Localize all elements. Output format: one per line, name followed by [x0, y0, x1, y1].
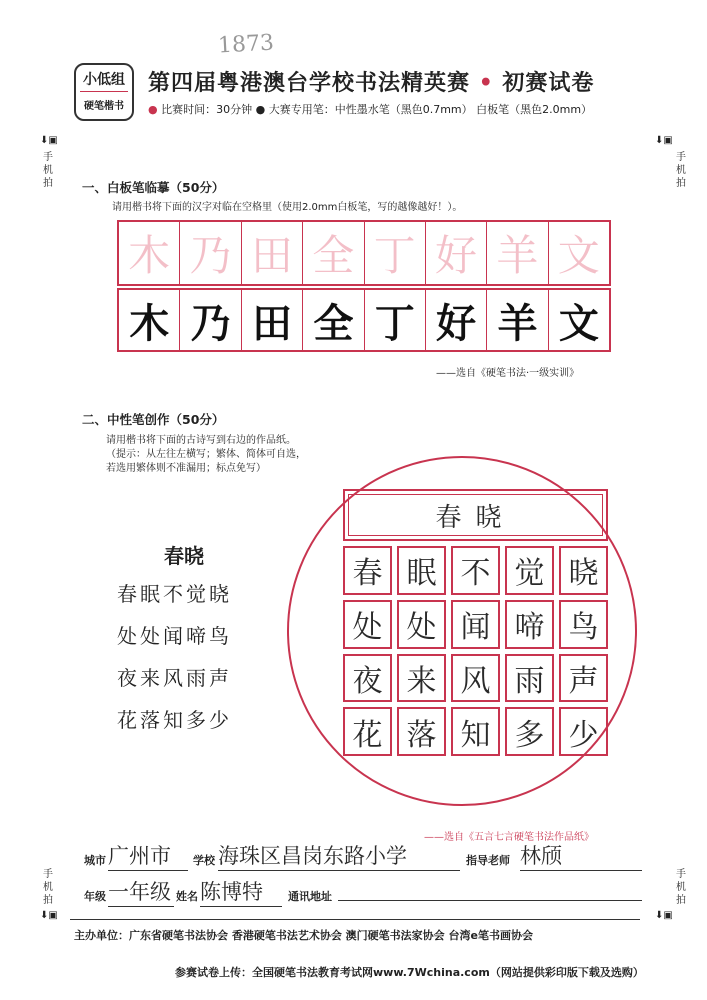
- written-char: 处: [397, 600, 446, 649]
- written-char: 夜: [343, 654, 392, 703]
- section2-instruction-2: （提示：从左往左横写；繁体、简体可自选，: [106, 449, 306, 460]
- upload-notice: 参赛试卷上传：全国硬笔书法教育考试网www.7Wchina.com（网站提供彩印版下载及选购）: [175, 966, 644, 979]
- address-field[interactable]: [338, 876, 642, 901]
- camera-icon-right-top: ⬇▣: [655, 135, 673, 146]
- footer-divider: [70, 919, 640, 920]
- section1-heading: 一、白板笔临摹（50分）: [82, 180, 225, 195]
- badge-style-label: 硬笔楷书: [84, 101, 124, 112]
- written-char: 少: [559, 707, 608, 756]
- written-char: 来: [397, 654, 446, 703]
- written-char: 雨: [505, 654, 554, 703]
- model-cell: 羊: [487, 290, 548, 350]
- name-field[interactable]: 陈博特: [200, 876, 282, 907]
- model-cell: 好: [426, 290, 487, 350]
- written-char: 春: [343, 546, 392, 595]
- badge-divider: [80, 91, 128, 92]
- written-char: 花: [343, 707, 392, 756]
- group-badge: [74, 63, 134, 121]
- written-char: 知: [451, 707, 500, 756]
- title-dot: •: [478, 70, 494, 96]
- trace-cell: 乃: [180, 222, 241, 284]
- side-label-right-bottom: 手机拍: [676, 869, 686, 906]
- school-label: 学校: [193, 854, 215, 867]
- model-cell: 全: [303, 290, 364, 350]
- model-cell: 文: [558, 300, 599, 347]
- organizers: 主办单位：广东省硬笔书法协会 香港硬笔书法艺术协会 澳门硬笔书法家协会 台湾e笔书画协会: [74, 929, 533, 942]
- written-char: 风: [451, 654, 500, 703]
- trace-row: [117, 220, 611, 286]
- camera-icon-left-bottom: ⬇▣: [40, 910, 58, 921]
- written-title: 春晓: [435, 502, 516, 533]
- written-char: 鸟: [559, 600, 608, 649]
- title-main: 第四届粤港澳台学校书法精英赛: [148, 70, 471, 96]
- section2-instruction-3: 若选用繁体则不准漏用；标点免写）: [106, 463, 266, 474]
- written-char: 晓: [559, 546, 608, 595]
- section2-heading: 二、中性笔创作（50分）: [82, 412, 225, 427]
- trace-cell: 全: [303, 222, 364, 284]
- trace-cell: 好: [426, 222, 487, 284]
- name-label: 姓名: [176, 890, 198, 903]
- city-field[interactable]: 广州市: [108, 840, 188, 871]
- handwritten-stamp-number: 1873: [217, 30, 275, 59]
- grade-label: 年级: [84, 890, 106, 903]
- poem-line-2: 处处闻啼鸟: [117, 624, 232, 648]
- section1-instruction: 请用楷书将下面的汉字对临在空格里（使用2.0mm白板笔，写的越像越好！）。: [112, 202, 463, 213]
- trace-cell: 羊: [487, 222, 548, 284]
- side-label-left-top: 手机拍: [43, 152, 53, 189]
- page-title: [148, 66, 594, 97]
- title-box-inner-border: [348, 494, 603, 536]
- exam-info: [148, 101, 592, 117]
- poem-line-3: 夜来风雨声: [117, 666, 232, 690]
- model-row: [117, 288, 611, 352]
- trace-cell: 木: [119, 222, 180, 284]
- model-cell: 田: [242, 290, 303, 350]
- poem-line-1: 春眠不觉晓: [117, 582, 232, 606]
- teacher-label: 指导老师: [466, 854, 510, 867]
- written-char: 啼: [505, 600, 554, 649]
- written-title-box: [343, 489, 608, 541]
- written-char: 不: [451, 546, 500, 595]
- side-label-right-top: 手机拍: [676, 152, 686, 189]
- section2-instruction-1: 请用楷书将下面的古诗写到右边的作品纸。: [106, 435, 296, 446]
- trace-cell: 田: [242, 222, 303, 284]
- written-char: 多: [505, 707, 554, 756]
- info-text: 比赛时间：30分钟 ● 大赛专用笔：中性墨水笔（黑色0.7mm） 白板笔（黑色2.0mm）: [161, 103, 593, 116]
- camera-icon-left-top: ⬇▣: [40, 135, 58, 146]
- poem-title: 春晓: [164, 544, 204, 568]
- trace-cell: 丁: [365, 222, 426, 284]
- badge-group-label: 小低组: [83, 72, 125, 88]
- written-char: 落: [397, 707, 446, 756]
- model-cell: 丁: [365, 290, 426, 350]
- poem-line-4: 花落知多少: [117, 708, 232, 732]
- model-cell: 乃: [180, 290, 241, 350]
- written-char: 闻: [451, 600, 500, 649]
- written-char: 眠: [397, 546, 446, 595]
- side-label-left-bottom: 手机拍: [43, 869, 53, 906]
- grade-field[interactable]: 一年级: [108, 876, 174, 907]
- city-label: 城市: [84, 854, 106, 867]
- teacher-field[interactable]: 林颀: [520, 840, 642, 871]
- written-char: 处: [343, 600, 392, 649]
- written-char: 觉: [505, 546, 554, 595]
- title-sub: 初赛试卷: [502, 70, 595, 96]
- written-poem-grid: [343, 546, 608, 756]
- section1-source: ——选自《硬笔书法·一级实训》: [436, 368, 580, 379]
- written-char: 声: [559, 654, 608, 703]
- model-cell: 木: [119, 290, 180, 350]
- camera-icon-right-bottom: ⬇▣: [655, 910, 673, 921]
- school-field[interactable]: 海珠区昌岗东路小学: [218, 840, 460, 871]
- trace-cell: 文: [557, 231, 600, 280]
- section2-source: ——选自《五言七言硬笔书法作品纸》: [424, 832, 594, 843]
- address-label: 通讯地址: [288, 890, 332, 903]
- info-bullet-icon: ●: [148, 103, 158, 116]
